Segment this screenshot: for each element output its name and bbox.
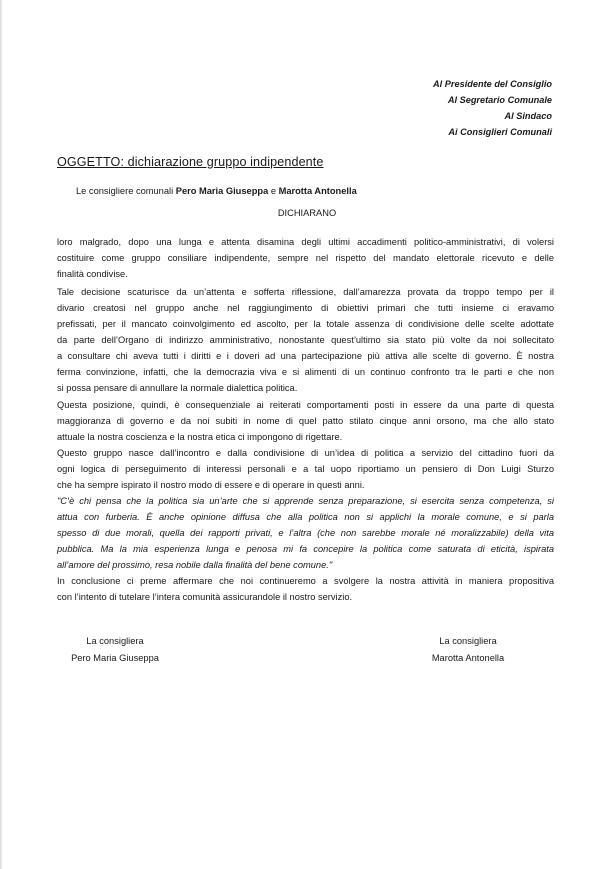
- recipient-secretary: Al Segretario Comunale: [447, 95, 552, 105]
- body-line: In conclusione ci preme affermare che noi continueremo a svolgere la nostra attività in maniera propositiva: [57, 576, 554, 586]
- signature-left-role: La consigliera: [86, 636, 144, 646]
- body-line: divario creatosi nel gruppo anche nel raggiungimento di obiettivi primari che tutti insieme ci eravamo: [57, 303, 554, 313]
- signatory-name-1: Pero Maria Giuseppa: [175, 186, 269, 196]
- signature-right: [413, 633, 523, 667]
- intro-conjunction: e: [268, 186, 279, 196]
- body-line: da parte dell’Organo di indirizzo amministrativo, nonostante quest’ultimo sia stato più volte da noi sollecitato: [57, 335, 554, 345]
- signature-right-role: La consigliera: [439, 636, 497, 646]
- body-line: finalità condivise.: [57, 269, 128, 279]
- body-line: Questa posizione, quindi, è consequenziale ai reiterati comportamenti posti in essere da una parte di questa: [57, 400, 554, 410]
- subject-line: OGGETTO: dichiarazione gruppo indipendente: [57, 155, 324, 169]
- body-line: costituire come gruppo consiliare indipendente, sempre nel rispetto del mandato elettorale ricevuto e delle: [57, 253, 554, 263]
- body-line: a consultare chi aveva tutti i diritti e i doveri ad una partecipazione più attiva alle scelte di governo. È nostra: [57, 351, 554, 361]
- recipient-mayor: Al Sindaco: [504, 111, 552, 121]
- intro-line: [76, 186, 357, 196]
- signature-left: [60, 633, 170, 667]
- recipient-councillors: Ai Consiglieri Comunali: [448, 127, 552, 137]
- intro-prefix: Le consigliere comunali: [76, 186, 176, 196]
- body-line: ferma convinzione, infatti, che la democrazia viva e si alimenti di un continuo confronto tra le parti e che non: [57, 367, 554, 377]
- signature-left-name: Pero Maria Giuseppa: [71, 653, 159, 663]
- body-line: Questo gruppo nasce dall’incontro e dalla condivisione di un’idea di politica a servizio del cittadino fuori da: [57, 448, 554, 458]
- quote-line: spesso di due morali, quella dei rapporti privati, e l’altra (che non sarebbe morale né moralizzabile) della vita: [57, 528, 554, 538]
- recipients-block: [433, 76, 552, 140]
- quote-line: attua con furberia. È anche opinione diffusa che alla politica non si applichi la morale comune, e si parla: [57, 512, 554, 522]
- quote-line: pubblica. Ma la mia esperienza lunga e penosa mi fa concepire la politica come saturata di eticità, ispirata: [57, 544, 554, 554]
- body-line: attuale la nostra coscienza e la nostra etica ci impongono di rigettare.: [57, 432, 343, 442]
- quote-line: all’amore del prossimo, resa nobile dalla finalità del bene comune.": [57, 560, 333, 570]
- signature-right-name: Marotta Antonella: [431, 653, 505, 663]
- declaration-heading: DICHIARANO: [277, 208, 337, 218]
- body-line: loro malgrado, dopo una lunga e attenta disamina degli ultimi accadimenti politico-amministrativi, di volersi: [57, 237, 554, 247]
- recipient-president: Al Presidente del Consiglio: [433, 79, 552, 89]
- signatory-name-2: Marotta Antonella: [278, 186, 357, 196]
- body-line: maggioranza di governo e da noi subiti in nome di quel patto stilato cinque anni orsono, ma che allo stato: [57, 416, 554, 426]
- body-line: prefissati, per il mancato coinvolgimento ed ascolto, per la totale assenza di condivisione delle scelte adottate: [57, 319, 554, 329]
- body-line: si possa pensare di annullare la normale dialettica politica.: [57, 383, 298, 393]
- body-line: che ha sempre ispirato il nostro modo di essere e di operare in questi anni.: [57, 480, 365, 490]
- body-line: Tale decisione scaturisce da un’attenta e sofferta riflessione, dall’amarezza provata da troppo tempo per il: [57, 287, 554, 297]
- quote-line: "C’è chi pensa che la politica sia un’arte che si apprende senza preparazione, si esercita senza competenza, si: [57, 496, 554, 506]
- body-line: con l’intento di tutelare l’intera comunità assicurandole il nostro servizio.: [57, 592, 353, 602]
- body-line: ogni logica di perseguimento di interessi personali e a tal uopo riportiamo un pensiero di Don Luigi Sturzo: [57, 464, 554, 474]
